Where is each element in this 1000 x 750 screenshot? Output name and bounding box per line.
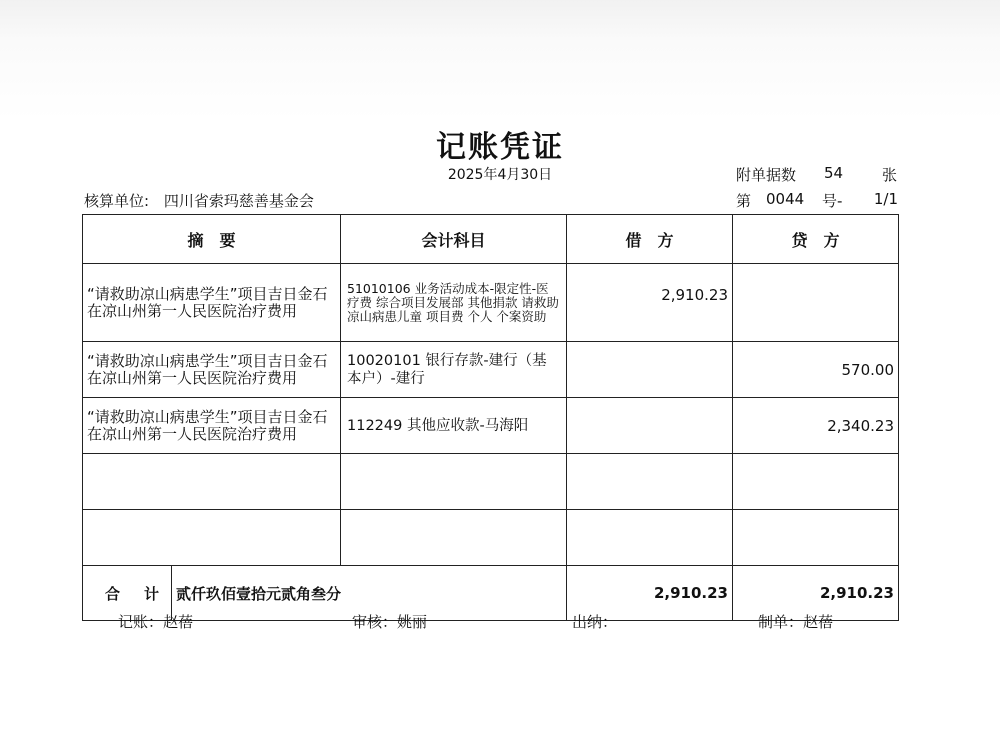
total-debit: 2,910.23 [567,566,733,621]
header-account: 会计科目 [341,215,567,264]
empty-row [83,454,899,510]
row-summary: “请救助凉山病患学生”项目吉日金石在凉山州第一人民医院治疗费用 [83,342,341,398]
header-credit: 贷 方 [733,215,899,264]
empty-cell [341,454,567,510]
empty-cell [733,454,899,510]
row-debit [567,398,733,454]
empty-cell [567,454,733,510]
voucher-title: 记账凭证 [436,130,564,165]
number-suffix: 号- [822,192,843,210]
number-value: 0044 [766,190,805,208]
empty-cell [83,454,341,510]
ledger-table [82,214,899,621]
voucher-number [736,190,898,210]
total-label-1: 合 [105,584,121,603]
attachments-info [736,164,898,184]
total-label-2: 计 [144,584,160,603]
total-credit: 2,910.23 [733,566,899,621]
row-summary: “请救助凉山病患学生”项目吉日金石在凉山州第一人民医院治疗费用 [83,398,341,454]
total-amount-in-words: 贰仟玖佰壹拾元贰角叁分 [176,584,342,603]
footer-reviewer: 审核：姚丽 [352,613,428,631]
row-credit [733,264,899,342]
row-debit: 2,910.23 [567,264,733,342]
unit-label: 核算单位: [84,192,150,210]
footer-preparer: 制单：赵蓓 [758,613,834,631]
empty-cell [567,510,733,566]
row-account: 51010106 业务活动成本-限定性-医疗费 综合项目发展部 其他捐款 请救助凉山病患儿童 项目费 个人 个案资助 [341,264,567,342]
attachments-unit: 张 [882,166,898,184]
row-credit: 2,340.23 [733,398,899,454]
row-debit [567,342,733,398]
empty-cell [83,510,341,566]
table-row [83,398,899,454]
number-prefix: 第 [736,192,752,210]
row-account: 112249 其他应收款-马海阳 [341,398,567,454]
row-credit: 570.00 [733,342,899,398]
unit-name: 四川省索玛慈善基金会 [163,192,314,210]
footer-bookkeeper: 记账：赵蓓 [118,613,194,631]
accounting-unit [84,190,314,211]
footer-cashier: 出纳： [572,613,618,631]
header-debit: 借 方 [567,215,733,264]
page-indicator: 1/1 [873,190,898,208]
empty-cell [341,510,567,566]
row-account: 10020101 银行存款-建行（基本户）-建行 [341,342,567,398]
table-row [83,264,899,342]
table-row [83,342,899,398]
voucher-date: 2025年4月30日 [447,167,553,183]
row-summary: “请救助凉山病患学生”项目吉日金石在凉山州第一人民医院治疗费用 [83,264,341,342]
empty-row [83,510,899,566]
empty-cell [733,510,899,566]
table-header [83,215,899,264]
attachments-label: 附单据数 [736,166,797,184]
attachments-count: 54 [824,164,844,182]
header-summary: 摘 要 [83,215,341,264]
